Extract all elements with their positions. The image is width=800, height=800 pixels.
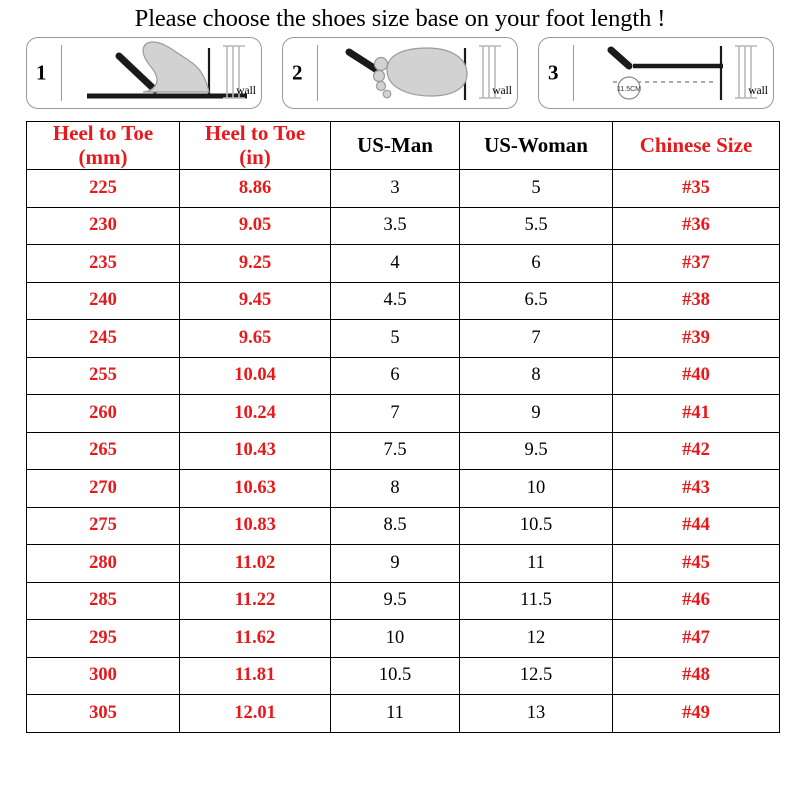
table-row xyxy=(27,432,780,470)
cell-us-man: 10.5 xyxy=(331,657,460,695)
cell-us-man: 8.5 xyxy=(331,507,460,545)
cell-us-man: 7 xyxy=(331,395,460,433)
cell-us-woman: 9.5 xyxy=(460,432,613,470)
cell-heel-to-toe-mm: 240 xyxy=(27,282,180,320)
cell-heel-to-toe-in: 9.05 xyxy=(180,207,331,245)
table-body xyxy=(27,170,780,733)
table-row xyxy=(27,582,780,620)
cell-heel-to-toe-mm: 260 xyxy=(27,395,180,433)
cell-chinese-size: #41 xyxy=(613,395,780,433)
cell-chinese-size: #48 xyxy=(613,657,780,695)
cell-us-man: 10 xyxy=(331,620,460,658)
cell-heel-to-toe-in: 8.86 xyxy=(180,170,331,208)
wall-label-3: wall xyxy=(748,85,768,97)
table-row xyxy=(27,470,780,508)
cell-chinese-size: #49 xyxy=(613,695,780,733)
cell-heel-to-toe-mm: 285 xyxy=(27,582,180,620)
table-row xyxy=(27,507,780,545)
cell-chinese-size: #36 xyxy=(613,207,780,245)
diagram-step-1 xyxy=(26,37,262,109)
diagram-step-2 xyxy=(282,37,518,109)
cell-us-woman: 12.5 xyxy=(460,657,613,695)
cell-heel-to-toe-in: 9.65 xyxy=(180,320,331,358)
cell-heel-to-toe-in: 11.62 xyxy=(180,620,331,658)
cell-heel-to-toe-in: 11.81 xyxy=(180,657,331,695)
table-row xyxy=(27,170,780,208)
cell-heel-to-toe-in: 9.45 xyxy=(180,282,331,320)
cell-heel-to-toe-in: 11.02 xyxy=(180,545,331,583)
cell-chinese-size: #44 xyxy=(613,507,780,545)
table-row xyxy=(27,395,780,433)
cell-heel-to-toe-mm: 230 xyxy=(27,207,180,245)
wall-label-2: wall xyxy=(492,85,512,97)
cell-chinese-size: #37 xyxy=(613,245,780,283)
cell-chinese-size: #46 xyxy=(613,582,780,620)
cell-us-man: 4.5 xyxy=(331,282,460,320)
cell-heel-to-toe-mm: 300 xyxy=(27,657,180,695)
cell-chinese-size: #42 xyxy=(613,432,780,470)
cell-us-man: 9 xyxy=(331,545,460,583)
cell-heel-to-toe-mm: 235 xyxy=(27,245,180,283)
table-row xyxy=(27,282,780,320)
table-row xyxy=(27,695,780,733)
cell-heel-to-toe-in: 12.01 xyxy=(180,695,331,733)
cell-heel-to-toe-mm: 295 xyxy=(27,620,180,658)
cell-heel-to-toe-mm: 270 xyxy=(27,470,180,508)
cell-chinese-size: #47 xyxy=(613,620,780,658)
table-row xyxy=(27,207,780,245)
cell-heel-to-toe-mm: 245 xyxy=(27,320,180,358)
cell-heel-to-toe-in: 10.24 xyxy=(180,395,331,433)
table-row xyxy=(27,245,780,283)
wall-label-1: wall xyxy=(236,85,256,97)
table-row xyxy=(27,320,780,358)
cell-heel-to-toe-mm: 265 xyxy=(27,432,180,470)
cell-heel-to-toe-in: 10.63 xyxy=(180,470,331,508)
cell-heel-to-toe-mm: 225 xyxy=(27,170,180,208)
diagram-step-3 xyxy=(538,37,774,109)
cell-chinese-size: #43 xyxy=(613,470,780,508)
cell-us-woman: 13 xyxy=(460,695,613,733)
cell-chinese-size: #38 xyxy=(613,282,780,320)
measurement-text: 11.5CM xyxy=(617,86,641,93)
cell-us-woman: 10.5 xyxy=(460,507,613,545)
table-row xyxy=(27,620,780,658)
column-header-heel-to-toe-mm: Heel to Toe (mm) xyxy=(27,122,180,170)
cell-heel-to-toe-in: 11.22 xyxy=(180,582,331,620)
table-header xyxy=(27,122,780,170)
column-header-heel-to-toe-in: Heel to Toe (in) xyxy=(180,122,331,170)
table-row xyxy=(27,545,780,583)
table-row xyxy=(27,657,780,695)
cell-us-woman: 11 xyxy=(460,545,613,583)
top-foot-measure-icon xyxy=(315,40,515,108)
cell-heel-to-toe-mm: 255 xyxy=(27,357,180,395)
table-row xyxy=(27,357,780,395)
cell-heel-to-toe-in: 10.83 xyxy=(180,507,331,545)
column-header-chinese-size: Chinese Size xyxy=(613,122,780,170)
cell-us-woman: 7 xyxy=(460,320,613,358)
cell-us-man: 9.5 xyxy=(331,582,460,620)
cell-us-woman: 8 xyxy=(460,357,613,395)
cell-us-woman: 9 xyxy=(460,395,613,433)
step-number-1: 1 xyxy=(36,60,47,85)
column-header-us-man: US-Man xyxy=(331,122,460,170)
cell-heel-to-toe-in: 9.25 xyxy=(180,245,331,283)
cell-us-woman: 5.5 xyxy=(460,207,613,245)
cell-us-man: 8 xyxy=(331,470,460,508)
cell-chinese-size: #35 xyxy=(613,170,780,208)
cell-heel-to-toe-in: 10.43 xyxy=(180,432,331,470)
column-header-us-woman: US-Woman xyxy=(460,122,613,170)
cell-heel-to-toe-mm: 305 xyxy=(27,695,180,733)
cell-us-woman: 5 xyxy=(460,170,613,208)
cell-us-man: 3.5 xyxy=(331,207,460,245)
cell-us-woman: 12 xyxy=(460,620,613,658)
cell-us-woman: 10 xyxy=(460,470,613,508)
cell-us-woman: 11.5 xyxy=(460,582,613,620)
step-number-2: 2 xyxy=(292,60,303,85)
cell-us-man: 5 xyxy=(331,320,460,358)
cell-heel-to-toe-in: 10.04 xyxy=(180,357,331,395)
cell-chinese-size: #45 xyxy=(613,545,780,583)
cell-us-man: 11 xyxy=(331,695,460,733)
shoe-size-table xyxy=(26,121,780,733)
side-foot-measure-icon xyxy=(59,40,259,108)
cell-us-woman: 6.5 xyxy=(460,282,613,320)
cell-us-man: 4 xyxy=(331,245,460,283)
measurement-diagrams xyxy=(0,37,800,115)
step-number-3: 3 xyxy=(548,60,559,85)
cell-us-man: 3 xyxy=(331,170,460,208)
cell-us-man: 6 xyxy=(331,357,460,395)
cell-chinese-size: #39 xyxy=(613,320,780,358)
cell-us-man: 7.5 xyxy=(331,432,460,470)
cell-chinese-size: #40 xyxy=(613,357,780,395)
page-title: Please choose the shoes size base on your foot length ! xyxy=(134,5,666,32)
cell-us-woman: 6 xyxy=(460,245,613,283)
cell-heel-to-toe-mm: 280 xyxy=(27,545,180,583)
cell-heel-to-toe-mm: 275 xyxy=(27,507,180,545)
table-header-row xyxy=(27,122,780,170)
ruler-measure-icon xyxy=(571,40,771,108)
